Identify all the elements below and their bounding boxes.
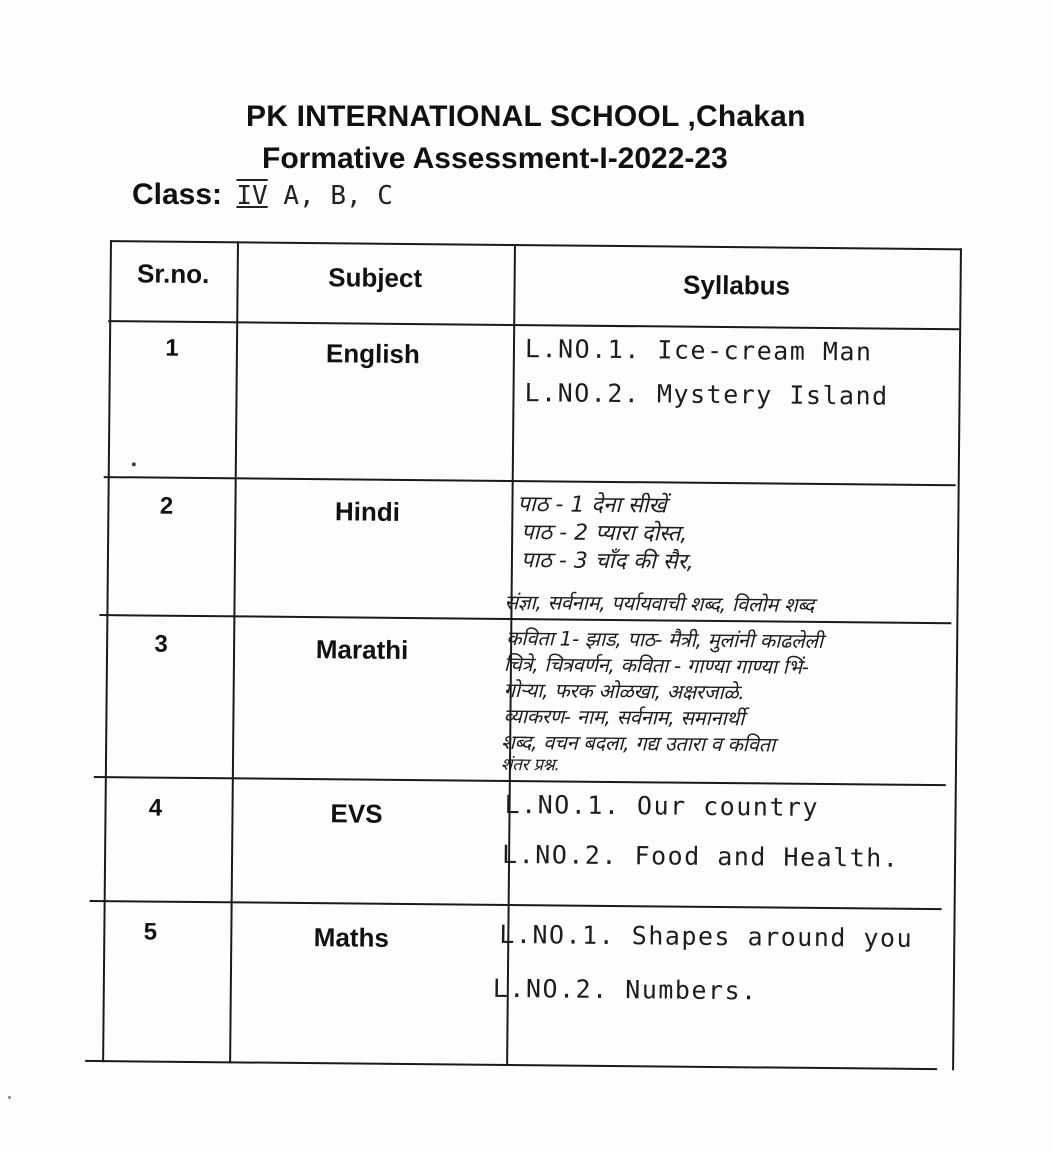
row-divider <box>90 900 942 910</box>
syllabus-line: व्याकरण- नाम, सर्वनाम, समानार्थी <box>503 703 745 731</box>
syllabus-line: L.NO.1. Shapes around you <box>499 919 914 953</box>
class-label: Class: <box>132 178 223 211</box>
row-number: 1 <box>165 334 179 362</box>
syllabus-line: L.NO.2. Food and Health. <box>501 839 900 873</box>
row-number: 5 <box>143 918 158 946</box>
syllabus-line: शब्द, वचन बदला, गद्य उतारा व कविता <box>501 729 776 757</box>
header-syllabus: Syllabus <box>682 269 791 301</box>
syllabus-table <box>88 240 962 1084</box>
class-line <box>132 178 393 212</box>
syllabus-line: L.NO.1. Ice-cream Man <box>524 334 873 367</box>
row-divider <box>94 776 946 786</box>
syllabus-line: पाठ - 2 प्यारा दोस्त, <box>521 520 688 547</box>
syllabus-line: संज्ञा, सर्वनाम, पर्यायवाची शब्द, विलोम शब्द <box>504 589 815 617</box>
row-number: 3 <box>154 630 168 658</box>
syllabus-line: पाठ - 3 चाँद की सैर, <box>520 548 694 575</box>
syllabus-line: पाठ - 1 देना सीखें <box>517 492 667 519</box>
paper-speck <box>8 1096 11 1099</box>
row-subject: Hindi <box>334 496 401 527</box>
syllabus-line: गोऱ्या, फरक ओळखा, अक्षरजाळे. <box>503 677 745 705</box>
syllabus-line: कविता 1- झाड, पाठ- मैत्री, मुलांनी काढलेली <box>506 625 823 653</box>
header-subject: Subject <box>328 262 423 294</box>
row-divider <box>99 614 951 624</box>
row-subject: Maths <box>313 922 390 953</box>
row-number: 2 <box>159 492 174 520</box>
row-subject: English <box>325 338 421 370</box>
class-value <box>236 181 393 211</box>
syllabus-line: चित्रे, चित्रवर्णन, कविता - गाण्या गाण्या भिं- <box>503 651 809 679</box>
row-subject: EVS <box>330 798 383 829</box>
table-border-bottom <box>85 1060 937 1070</box>
syllabus-line: L.NO.1. Our country <box>504 789 820 822</box>
row-number: 4 <box>148 794 163 822</box>
row-subject: Marathi <box>315 634 409 666</box>
ink-speck <box>132 462 136 466</box>
class-roman: IV <box>236 181 268 211</box>
row-divider <box>104 476 956 486</box>
syllabus-line: शंतर प्रश्न. <box>500 754 560 776</box>
class-sections: A, B, C <box>283 181 393 211</box>
syllabus-line: L.NO.2. Mystery Island <box>524 378 889 411</box>
school-title: PK INTERNATIONAL SCHOOL ,Chakan <box>246 100 806 133</box>
syllabus-line: L.NO.2. Numbers. <box>492 973 758 1006</box>
header-srno: Sr.no. <box>136 258 210 290</box>
exam-title: Formative Assessment-I-2022-23 <box>262 142 728 175</box>
col-border-right <box>952 248 962 1070</box>
